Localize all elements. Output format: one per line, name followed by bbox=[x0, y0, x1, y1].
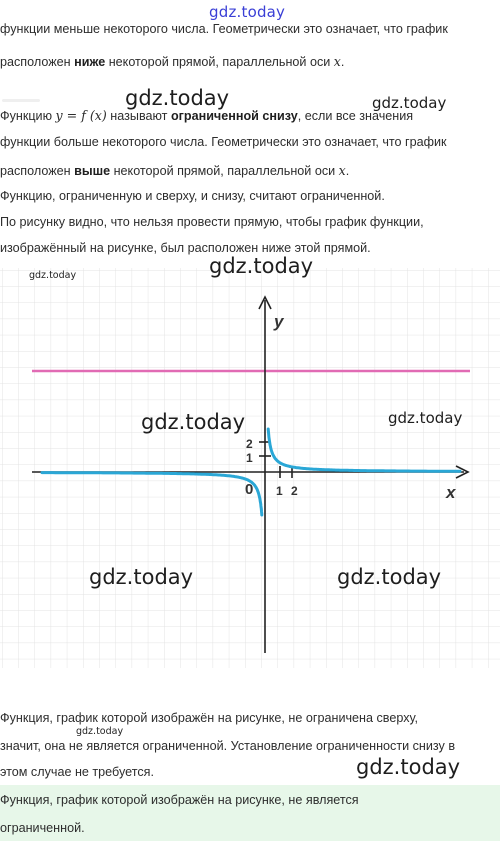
paragraph-line: этом случае не требуется. bbox=[0, 765, 154, 779]
bold-word: ниже bbox=[74, 55, 106, 69]
watermark: gdz.today bbox=[372, 94, 447, 112]
text: . bbox=[340, 55, 345, 69]
math-var: x bbox=[333, 54, 341, 69]
paragraph-line: Функция, график которой изображён на рисунке, не ограничена сверху, bbox=[0, 711, 419, 725]
y-tick-label: 1 bbox=[246, 451, 253, 465]
paragraph-line bbox=[0, 108, 413, 123]
paragraph-line: изображённый на рисунке, был расположен ниже этой прямой. bbox=[0, 241, 371, 255]
paragraph-line: функции больше некоторого числа. Геометрически это означает, что график bbox=[0, 135, 447, 149]
text: расположен bbox=[0, 55, 75, 69]
x-axis-label: x bbox=[446, 483, 456, 502]
watermark: gdz.today bbox=[356, 755, 461, 779]
math-var: x bbox=[338, 163, 346, 178]
grid bbox=[0, 268, 500, 668]
watermark: gdz.today bbox=[125, 86, 230, 110]
watermark: gdz.today bbox=[337, 565, 442, 589]
watermark: gdz.today bbox=[388, 409, 463, 427]
answer-line: ограниченной. bbox=[0, 821, 85, 835]
paragraph-line bbox=[0, 163, 349, 178]
y-axis-label: y bbox=[274, 312, 284, 331]
paragraph-line bbox=[0, 54, 344, 69]
text: некоторой прямой, параллельной оси bbox=[105, 55, 334, 69]
answer-line: Функция, график которой изображён на рисунке, не является bbox=[0, 793, 359, 807]
bold-word: выше bbox=[74, 164, 111, 178]
divider bbox=[2, 99, 40, 102]
text: расположен bbox=[0, 164, 75, 178]
paragraph-line: Функцию, ограниченную и сверху, и снизу, считают ограниченной. bbox=[0, 189, 385, 203]
paragraph-line: По рисунку видно, что нельзя провести прямую, чтобы график функции, bbox=[0, 215, 424, 229]
watermark: gdz.today bbox=[141, 410, 246, 434]
origin-label: 0 bbox=[245, 481, 254, 498]
text: Функцию bbox=[0, 109, 56, 123]
x-tick-label: 1 bbox=[276, 484, 283, 498]
answer-block bbox=[0, 785, 500, 841]
bold-term: ограниченной снизу bbox=[170, 109, 298, 123]
x-tick-label: 2 bbox=[291, 484, 298, 498]
paragraph-line: функции меньше некоторого числа. Геометрически это означает, что график bbox=[0, 22, 448, 36]
graph-svg bbox=[0, 268, 500, 668]
paragraph-line: значит, она не является ограниченной. Установление ограниченности снизу в bbox=[0, 739, 456, 753]
text: , если все значения bbox=[297, 109, 414, 123]
text: называют bbox=[106, 109, 171, 123]
watermark: gdz.today bbox=[76, 726, 124, 737]
y-tick-label: 2 bbox=[246, 437, 253, 451]
watermark: gdz.today bbox=[89, 565, 194, 589]
function-graph bbox=[0, 268, 500, 668]
math-formula: y = f (x) bbox=[55, 108, 107, 123]
text: . bbox=[345, 164, 350, 178]
text: некоторой прямой, параллельной оси bbox=[110, 164, 339, 178]
watermark: gdz.today bbox=[29, 270, 77, 281]
watermark-top: gdz.today bbox=[209, 3, 286, 21]
watermark: gdz.today bbox=[209, 254, 314, 278]
